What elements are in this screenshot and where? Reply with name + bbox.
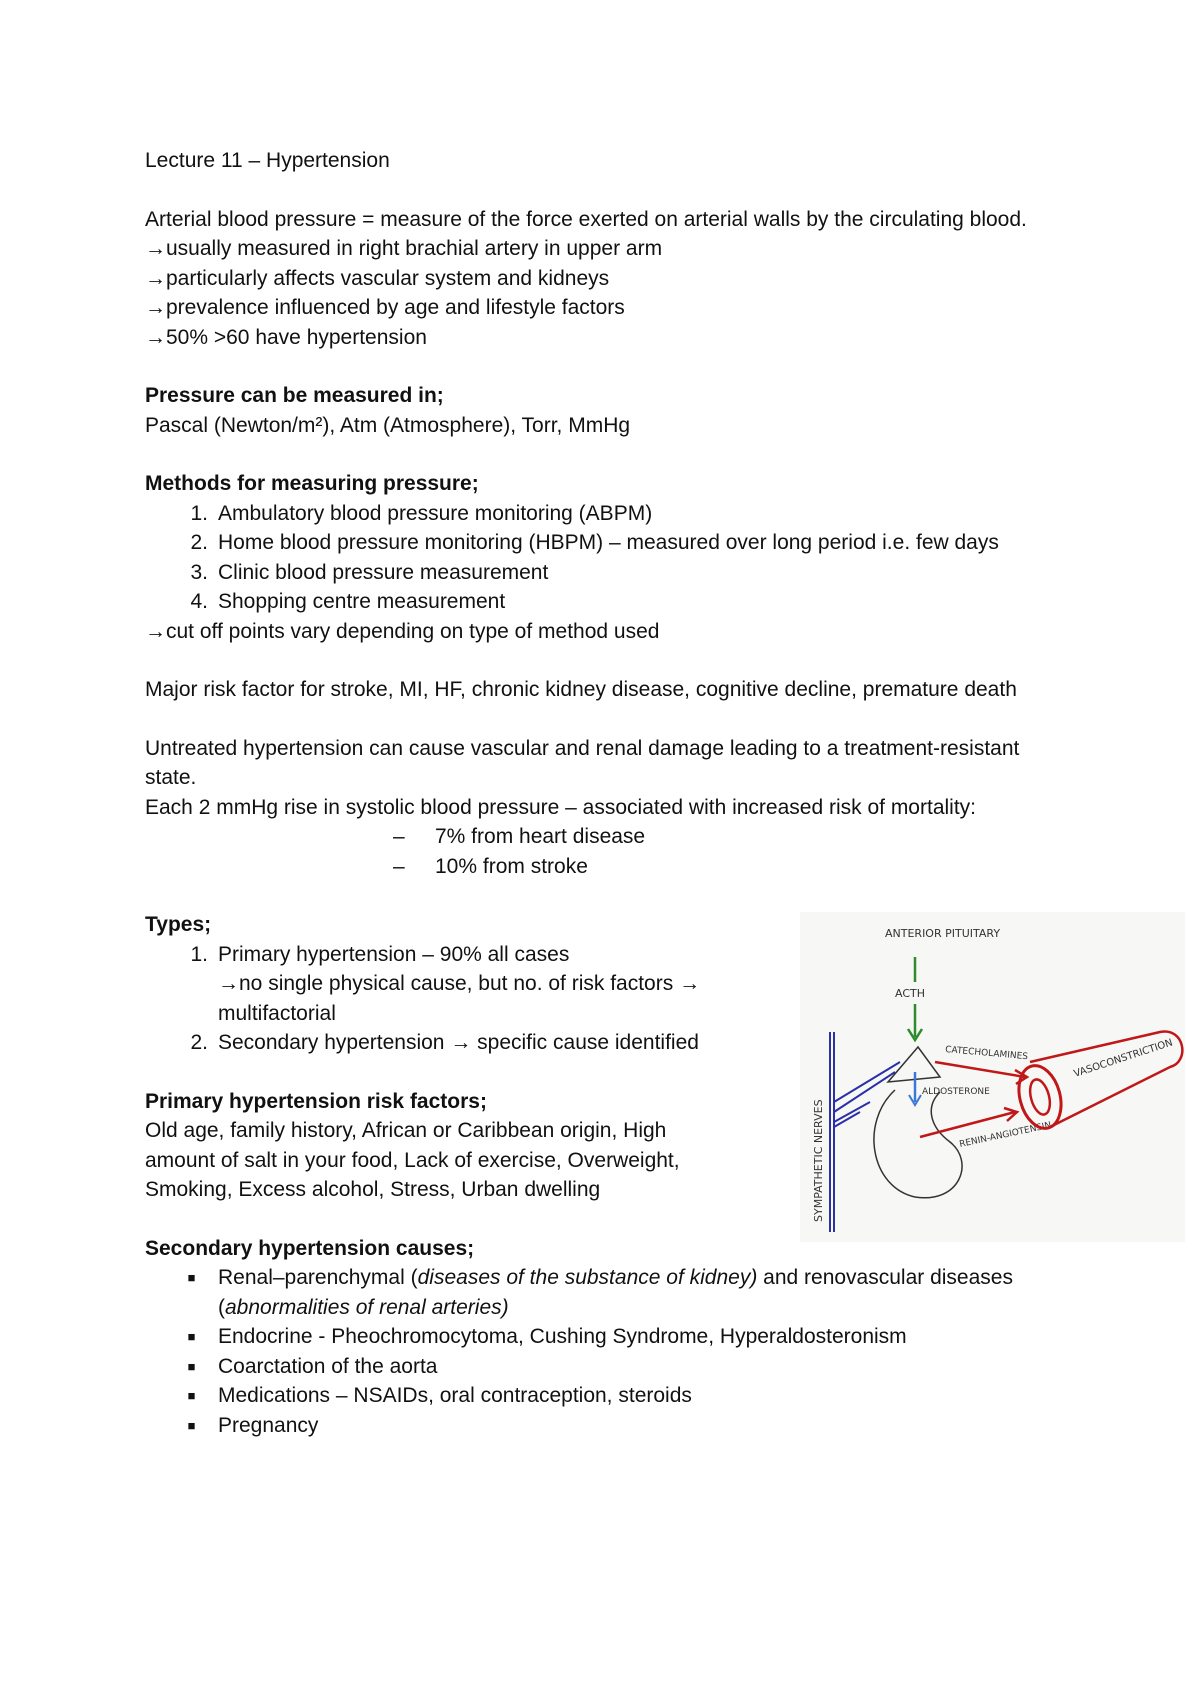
units-text: Pascal (Newton/m²), Atm (Atmosphere), Torr, MmHg [145,413,631,437]
secondary-causes-heading: Secondary hypertension causes; [145,1236,475,1260]
secondary-cause-item: ■ Endocrine - Pheochromocytoma, Cushing Syndrome, Hyperaldosteronism [187,1325,907,1348]
types-item-primary: 1. Primary hypertension – 90% all cases [190,942,570,966]
primary-risk-heading: Primary hypertension risk factors; [145,1089,487,1113]
types-heading: Types; [145,913,212,936]
document-page [145,146,1065,1440]
units-heading: Pressure can be measured in; [145,384,444,407]
acth-label: ACTH [895,987,926,1000]
renin-label: RENIN-ANGIOTENSIN [958,1120,1053,1150]
secondary-cause-item: ■ Renal–parenchymal (diseases of the substance of kidney) and renovascular diseases (abnormalities of renal arteries) [187,1266,1013,1319]
pituitary-label: ANTERIOR PITUITARY [885,927,1001,940]
types-primary-sub: → no single physical cause, but no. of risk factors → multifactorial [145,969,858,1028]
methods-note: → cut off points vary depending on type of method used [145,617,1065,647]
mortality-item: – 10% from stroke [393,854,588,878]
methods-heading: Methods for measuring pressure; [145,472,479,495]
methods-item: 1. Ambulatory blood pressure monitoring (ABPM) [190,501,653,525]
secondary-cause-item: ■ Medications – NSAIDs, oral contraception, steroids [187,1384,692,1407]
catecholamines-label: CATECHOLAMINES [944,1045,1029,1063]
intro-bullet: → particularly affects vascular system and kidneys [145,264,1065,294]
primary-risk-text: Old age, family history, African or Caribbean origin, High amount of salt in your food, Lack of exercise, Overweight, Smoking, Excess alcohol, Stress, Urban dwelling [145,1119,680,1201]
secondary-cause-item: ■ Pregnancy [187,1413,319,1437]
mortality-item: – 7% from heart disease [393,825,646,848]
catecholamines-arrow [935,1062,1025,1077]
intro-bullet: → usually measured in right brachial artery in upper arm [145,234,1065,264]
bp-definition: Arterial blood pressure = measure of the force exerted on arterial walls by the circulating blood. [145,207,1027,231]
secondary-cause-item: ■ Coarctation of the aorta [187,1354,438,1378]
page-title: Lecture 11 – Hypertension [145,149,390,172]
untreated-line-1: Untreated hypertension can cause vascular and renal damage leading to a treatment-resistant state. [145,736,1020,789]
kidney [874,1090,962,1198]
hypertension-diagram [800,912,1185,1242]
types-item-secondary: 2. Secondary hypertension → specific cause identified [190,1031,699,1054]
intro-bullet: → 50% >60 have hypertension [145,323,1065,353]
nerve-line [830,1032,834,1232]
untreated-line-2: Each 2 mmHg rise in systolic blood pressure – associated with increased risk of mortality: [145,795,976,819]
vasoconstriction-label: VASOCONSTRICTION [1072,1037,1175,1080]
methods-item: 3. Clinic blood pressure measurement [190,560,549,584]
risk-statement: Major risk factor for stroke, MI, HF, chronic kidney disease, cognitive decline, premature death [145,678,1017,701]
nerves-label: SYMPATHETIC NERVES [812,1099,825,1222]
methods-item: 2. Home blood pressure monitoring (HBPM) – measured over long period i.e. few days [190,531,999,554]
aldosterone-label: ALDOSTERONE [922,1087,990,1097]
methods-item: 4. Shopping centre measurement [190,590,506,613]
intro-bullet: → prevalence influenced by age and lifestyle factors [145,293,1065,323]
